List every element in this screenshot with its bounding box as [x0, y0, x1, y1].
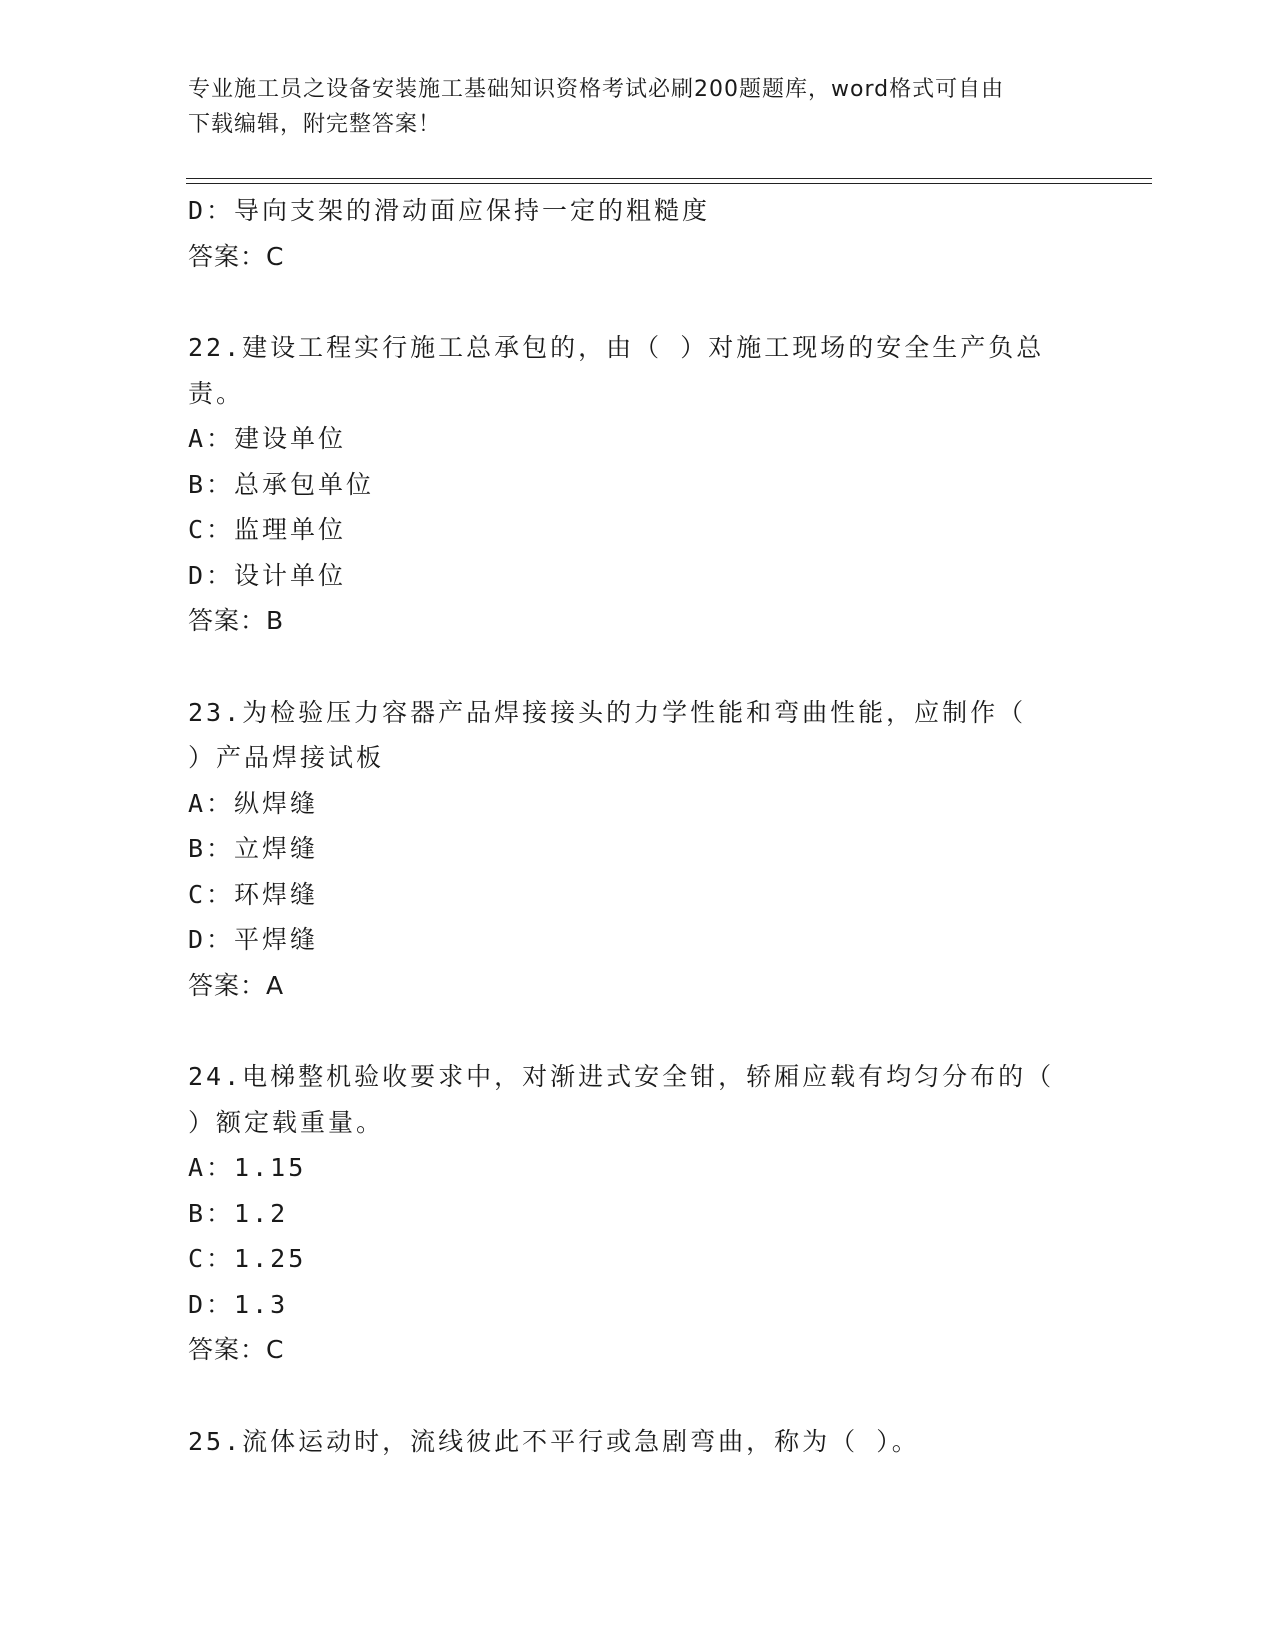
answer: 答案：C: [188, 1335, 285, 1364]
question-23: [188, 690, 1088, 1009]
question-stem-line-1: 25.流体运动时，流线彼此不平行或急剧弯曲，称为（ ）。: [188, 1426, 920, 1456]
question-stem-line-1: 22.建设工程实行施工总承包的，由（ ）对施工现场的安全生产负总: [188, 333, 1045, 362]
spacer: [188, 1008, 1088, 1054]
option-c: C：环焊缝: [188, 879, 319, 909]
spacer: [188, 279, 1088, 325]
answer: 答案：A: [188, 970, 285, 1000]
option-c: C：1.25: [188, 1244, 307, 1273]
question-stem-line-2: ）产品焊接试板: [188, 743, 385, 772]
option-a: A：1.15: [188, 1153, 307, 1182]
header-divider-top: [186, 178, 1152, 179]
question-stem-line-2: 责。: [188, 378, 245, 408]
answer: 答案：B: [188, 606, 285, 635]
option-a: A：建设单位: [188, 424, 347, 453]
option-d: D：设计单位: [188, 560, 347, 590]
option-d: D：导向支架的滑动面应保持一定的粗糙度: [188, 196, 711, 225]
option-b: B：立焊缝: [188, 834, 319, 863]
spacer: [188, 1373, 1088, 1419]
answer: 答案：C: [188, 241, 285, 271]
question-stem-line-2: ）额定载重量。: [188, 1107, 385, 1137]
question-24: [188, 1054, 1088, 1373]
option-c: C：监理单位: [188, 515, 347, 544]
header-line-1: 专业施工员之设备安装施工基础知识资格考试必刷200题题库，word格式可自由: [188, 77, 1005, 102]
document-header: [188, 72, 1088, 142]
question-25: [188, 1419, 1088, 1465]
question-stem-line-1: 24.电梯整机验收要求中，对渐进式安全钳，轿厢应载有均匀分布的（: [188, 1062, 1055, 1091]
option-d: D：1.3: [188, 1289, 289, 1319]
question-content: [188, 188, 1088, 1464]
option-d: D：平焊缝: [188, 925, 319, 954]
carryover-question: [188, 188, 1088, 279]
question-22: [188, 325, 1088, 644]
spacer: [188, 644, 1088, 690]
option-a: A：纵焊缝: [188, 788, 319, 818]
option-b: B：1.2: [188, 1198, 289, 1228]
question-stem-line-1: 23.为检验压力容器产品焊接接头的力学性能和弯曲性能，应制作（: [188, 697, 1027, 727]
option-b: B：总承包单位: [188, 469, 375, 499]
header-line-2: 下载编辑，附完整答案！: [188, 112, 442, 137]
header-divider-bottom: [186, 183, 1152, 184]
